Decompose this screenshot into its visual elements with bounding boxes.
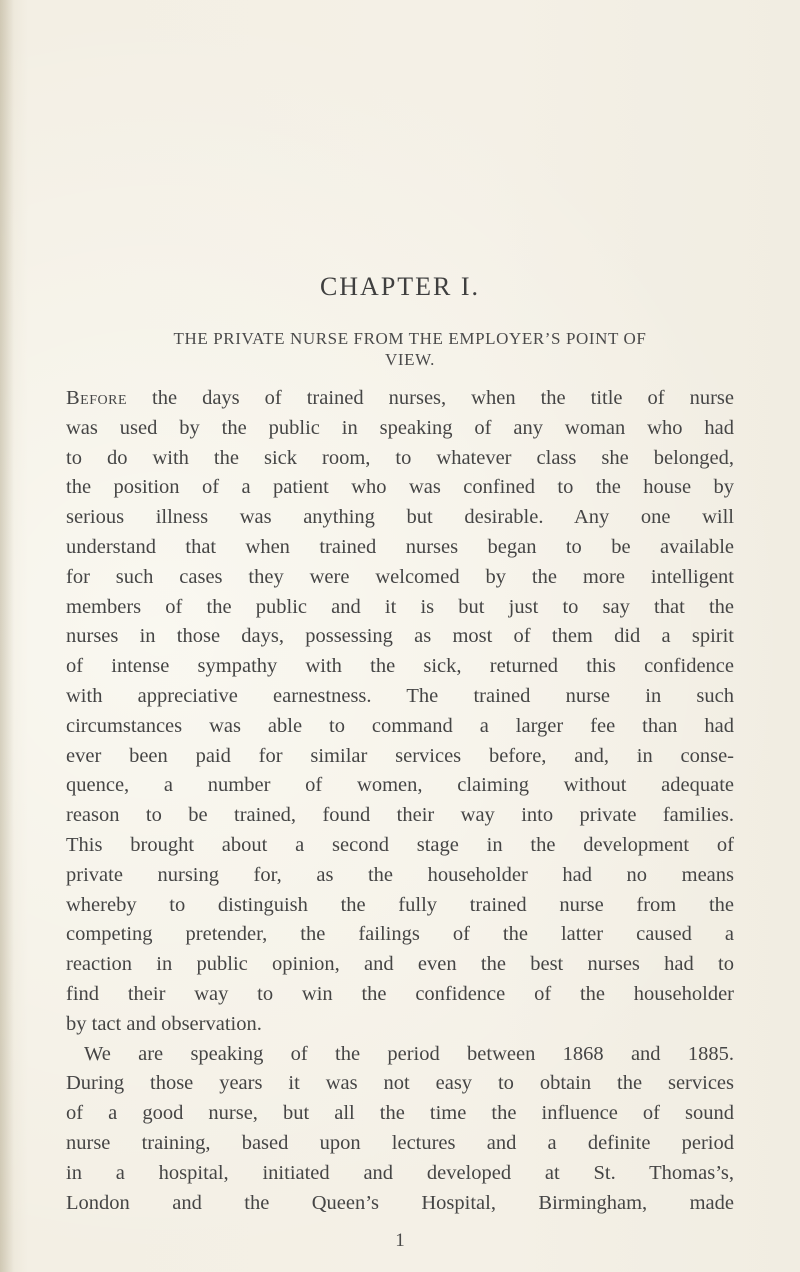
text-line: competing pretender, the failings of the latter caused a xyxy=(66,923,734,946)
text-line: ever been paid for similar services before, and, in conse- xyxy=(66,744,734,767)
body-text xyxy=(66,384,734,1218)
text-line: London and the Queen’s Hospital, Birmingham, made xyxy=(66,1191,734,1214)
text-line: nurses in those days, possessing as most of them did a spirit xyxy=(66,625,734,648)
text-line: serious illness was anything but desirable. Any one will xyxy=(66,506,734,529)
lead-word: Before xyxy=(66,387,128,409)
text-line: the position of a patient who was confined to the house by xyxy=(66,476,734,499)
text-line: was used by the public in speaking of any woman who had xyxy=(66,416,734,439)
text-line: reason to be trained, found their way into private families. xyxy=(66,804,734,827)
text-line: to do with the sick room, to whatever class she belonged, xyxy=(66,446,734,469)
text-line: nurse training, based upon lectures and a definite period xyxy=(66,1131,734,1154)
text-line: reaction in public opinion, and even the best nurses had to xyxy=(66,953,734,976)
text-line: in a hospital, initiated and developed at St. Thomas’s, xyxy=(66,1161,734,1184)
text-line: This brought about a second stage in the development of xyxy=(66,833,734,856)
text-line: of intense sympathy with the sick, returned this confidence xyxy=(66,655,734,678)
chapter-title: CHAPTER I. xyxy=(319,272,481,301)
text-line: understand that when trained nurses began to be available xyxy=(66,535,734,558)
text-line: with appreciative earnestness. The trained nurse in such xyxy=(66,684,734,707)
text-line: private nursing for, as the householder had no means xyxy=(66,863,734,886)
text-line-content: the days of trained nurses, when the title of nurse xyxy=(127,387,734,409)
text-line: for such cases they were welcomed by the more intelligent xyxy=(66,565,734,588)
text-line: find their way to win the confidence of the householder xyxy=(66,982,734,1005)
binding-gutter-shadow xyxy=(0,0,14,1272)
page-number: 1 xyxy=(395,1230,405,1251)
text-line: members of the public and it is but just to say that the xyxy=(66,595,734,618)
text-line: We are speaking of the period between 1868 and 1885. xyxy=(84,1042,734,1065)
text-line: of a good nurse, but all the time the influence of sound xyxy=(66,1102,734,1125)
text-line xyxy=(66,384,734,414)
text-line: whereby to distinguish the fully trained nurse from the xyxy=(66,893,734,916)
text-line: by tact and observation. xyxy=(66,1012,262,1035)
text-line: During those years it was not easy to obtain the services xyxy=(66,1072,734,1095)
chapter-subtitle: THE PRIVATE NURSE FROM THE EMPLOYER’S POINT OF VIEW. xyxy=(173,329,647,369)
text-line: circumstances was able to command a larger fee than had xyxy=(66,714,734,737)
text-line: quence, a number of women, claiming without adequate xyxy=(66,774,734,797)
